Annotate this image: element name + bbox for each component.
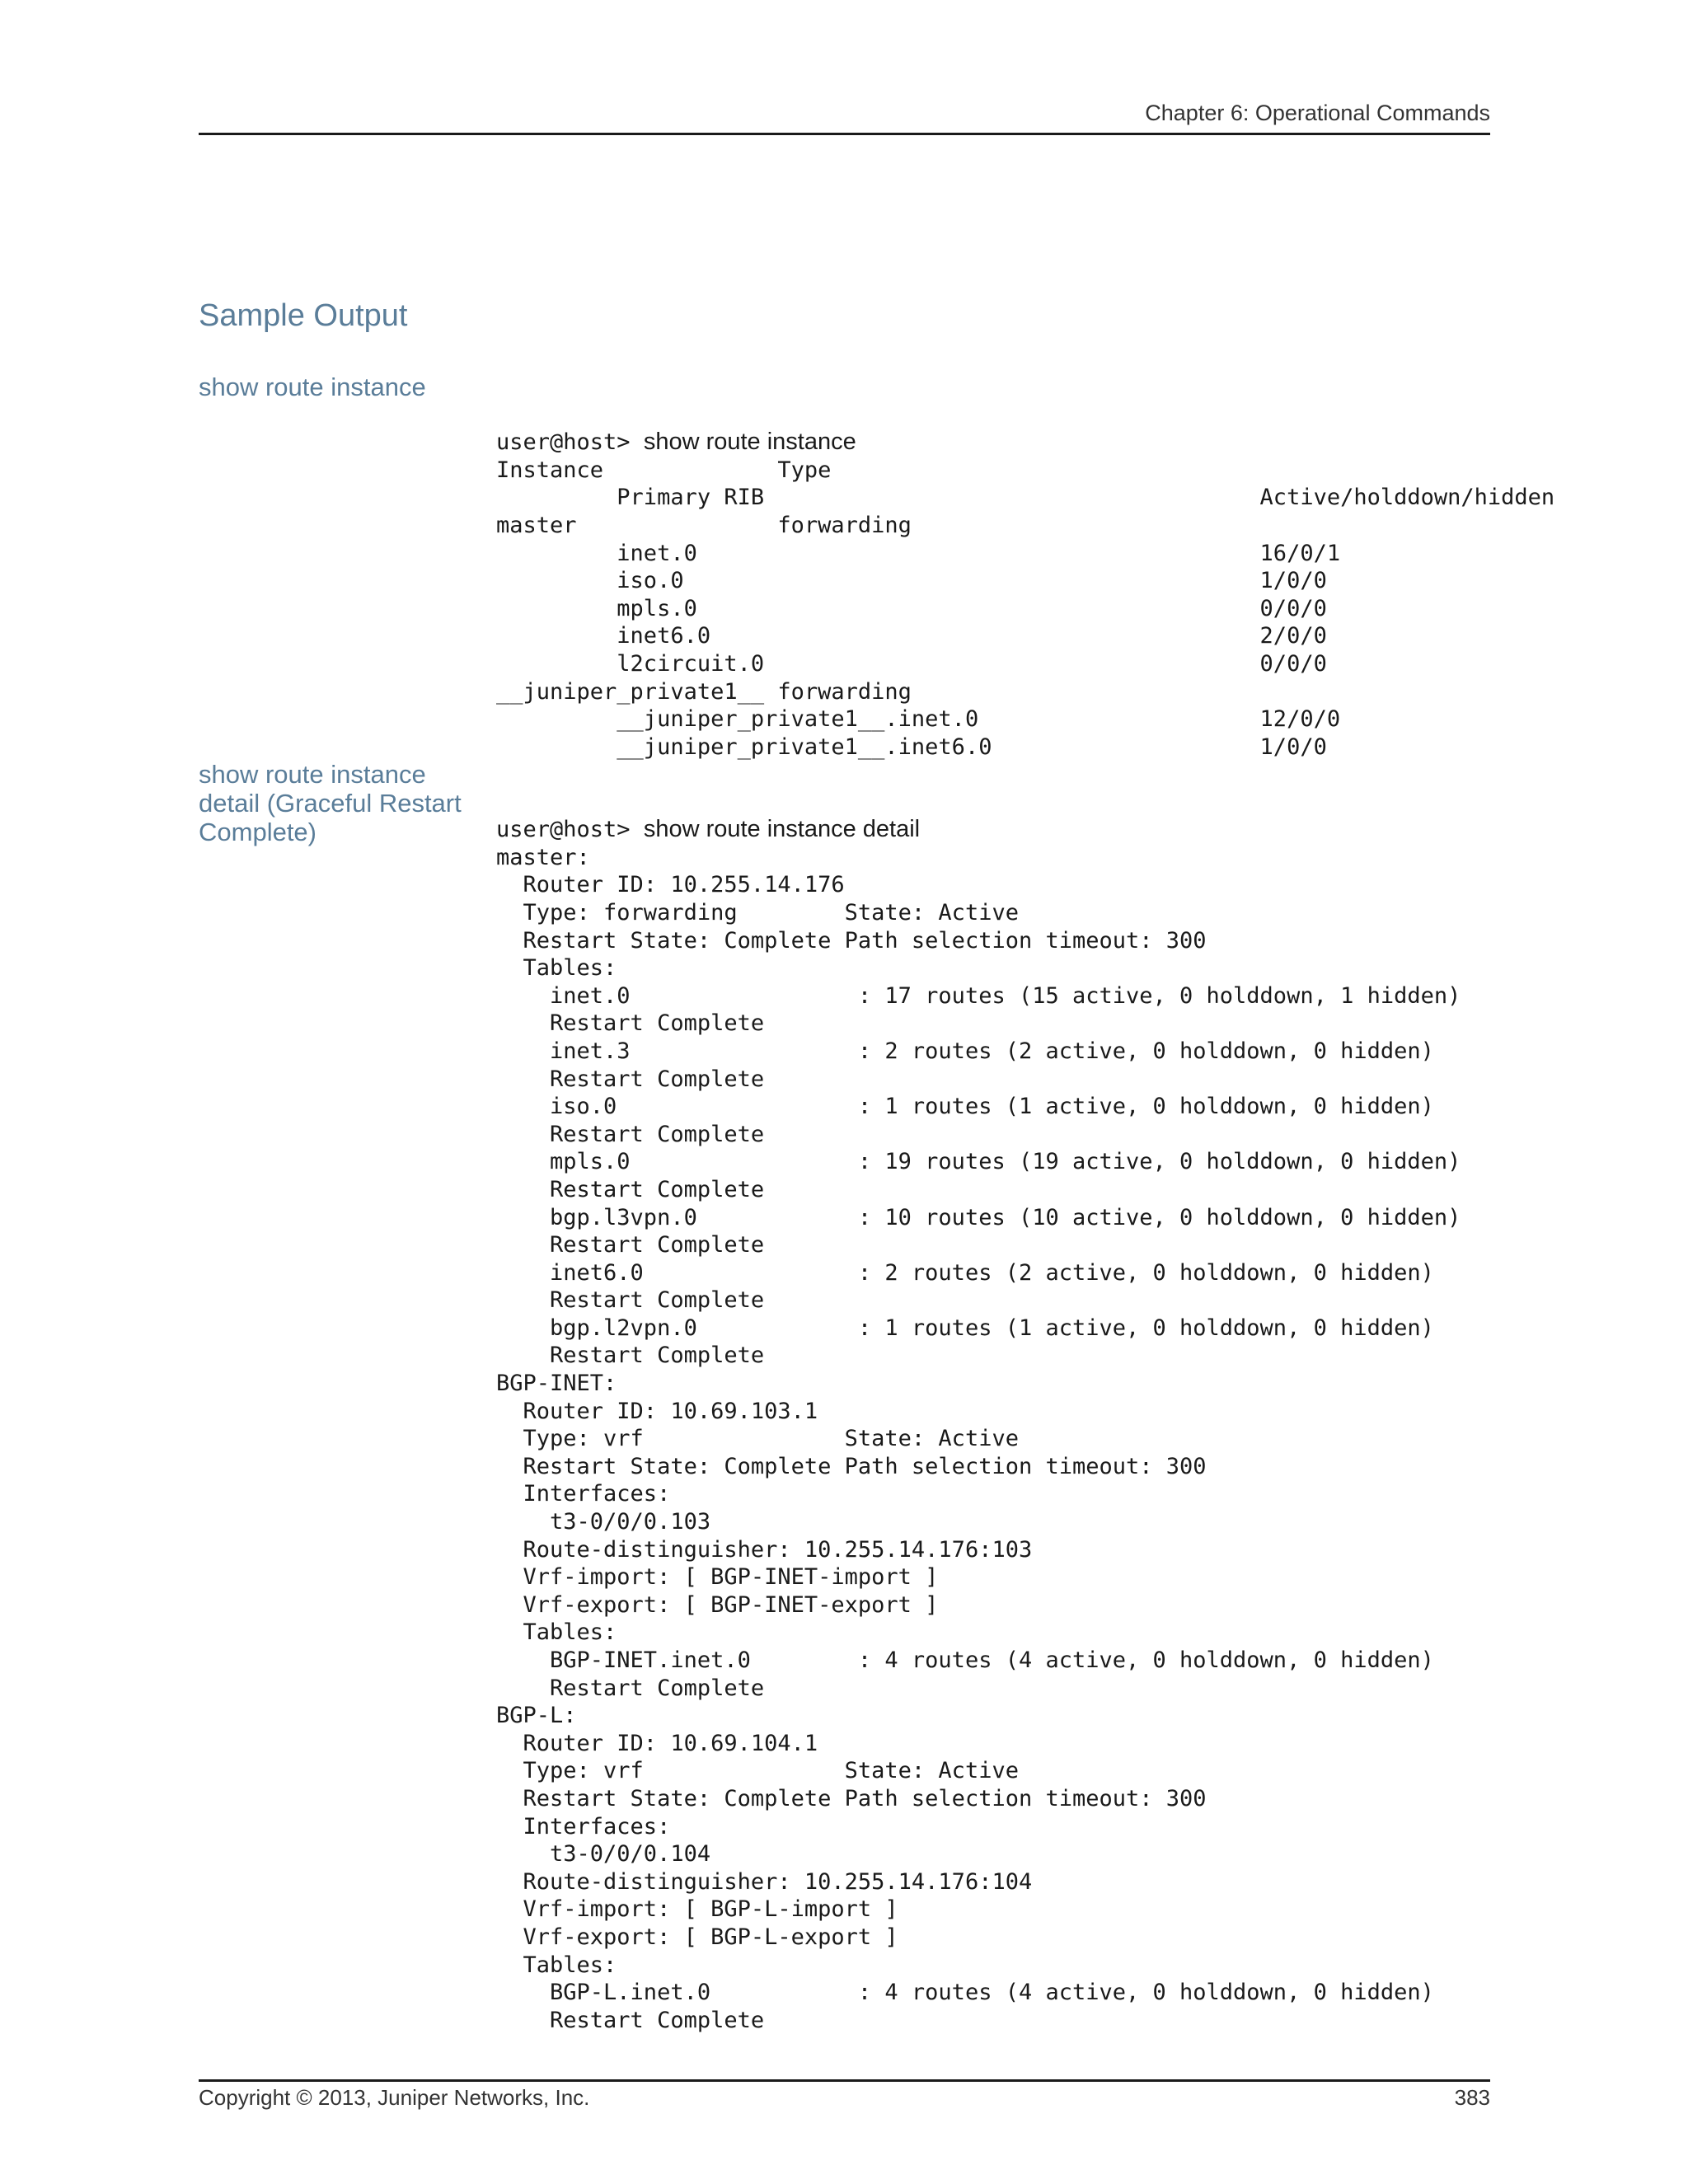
copyright-text: Copyright © 2013, Juniper Networks, Inc. xyxy=(199,2085,590,2110)
output-line: Restart Complete xyxy=(496,1675,765,1701)
output-line: master: xyxy=(496,844,590,870)
output-line: Type: vrf State: Active xyxy=(496,1758,1019,1784)
output-line: BGP-L.inet.0 : 4 routes (4 active, 0 holddown, 0 hidden) xyxy=(496,1980,1434,2006)
output-line: inet6.0 : 2 routes (2 active, 0 holddown, 0 hidden) xyxy=(496,1259,1434,1286)
output-line: Restart Complete xyxy=(496,2007,765,2033)
section-title: Sample Output xyxy=(199,298,408,333)
output-line: mpls.0 0/0/0 xyxy=(496,595,1327,621)
output-line: Restart Complete xyxy=(496,1176,765,1202)
output-line: bgp.l3vpn.0 : 10 routes (10 active, 0 holddown, 0 hidden) xyxy=(496,1204,1461,1230)
output-line: Vrf-import: [ BGP-INET-import ] xyxy=(496,1564,939,1591)
output-line: t3-0/0/0.103 xyxy=(496,1509,711,1535)
output-line: Tables: xyxy=(496,1952,617,1978)
output-line: inet.3 : 2 routes (2 active, 0 holddown, 0 hidden) xyxy=(496,1038,1434,1064)
prompt-line xyxy=(496,429,1493,457)
footer-rule xyxy=(199,2079,1490,2082)
output-line: inet6.0 2/0/0 xyxy=(496,623,1327,649)
output-line: __juniper_private1__ forwarding xyxy=(496,678,912,705)
code-block-show-route-instance-detail xyxy=(496,761,1493,2062)
output-line: Restart Complete xyxy=(496,1010,765,1037)
output-line: Router ID: 10.69.104.1 xyxy=(496,1730,818,1756)
command-text: show route instance detail xyxy=(643,816,921,843)
output-line: inet.0 16/0/1 xyxy=(496,540,1341,566)
output-line: l2circuit.0 0/0/0 xyxy=(496,650,1327,677)
output-line: Type: vrf State: Active xyxy=(496,1426,1019,1452)
page-number: 383 xyxy=(1454,2085,1490,2110)
output-line: Primary RIB Active/holddown/hidden xyxy=(496,485,1555,511)
output-line: Restart State: Complete Path selection timeout: 300 xyxy=(496,1785,1207,1811)
prompt: user@host> xyxy=(496,817,644,843)
output-line: BGP-L: xyxy=(496,1703,577,1729)
output-line: inet.0 : 17 routes (15 active, 0 holddown, 1 hidden) xyxy=(496,982,1461,1009)
output-line: Vrf-export: [ BGP-INET-export ] xyxy=(496,1591,939,1618)
output-line: Restart Complete xyxy=(496,1066,765,1092)
output-line: Restart Complete xyxy=(496,1343,765,1369)
prompt: user@host> xyxy=(496,429,644,456)
output-lines xyxy=(496,457,1555,762)
output-line: Restart State: Complete Path selection timeout: 300 xyxy=(496,927,1207,954)
output-line: mpls.0 : 19 routes (19 active, 0 holddown, 0 hidden) xyxy=(496,1149,1461,1175)
output-line: Router ID: 10.255.14.176 xyxy=(496,872,845,898)
output-line: Interfaces: xyxy=(496,1481,671,1507)
output-line: iso.0 1/0/0 xyxy=(496,568,1327,594)
output-line: Tables: xyxy=(496,955,617,982)
command-text: show route instance xyxy=(643,429,856,456)
output-line: Interfaces: xyxy=(496,1813,671,1840)
output-line: Tables: xyxy=(496,1619,617,1646)
output-line: __juniper_private1__.inet.0 12/0/0 xyxy=(496,706,1341,733)
output-line: Vrf-import: [ BGP-L-import ] xyxy=(496,1896,898,1923)
chapter-header: Chapter 6: Operational Commands xyxy=(1145,101,1490,125)
output-line: bgp.l2vpn.0 : 1 routes (1 active, 0 holddown, 0 hidden) xyxy=(496,1315,1434,1341)
output-line: BGP-INET: xyxy=(496,1371,617,1397)
output-line: iso.0 : 1 routes (1 active, 0 holddown, 0 hidden) xyxy=(496,1094,1434,1120)
code-block-show-route-instance xyxy=(496,373,1555,789)
output-line: __juniper_private1__.inet6.0 1/0/0 xyxy=(496,733,1327,760)
example-label-show-route-instance: show route instance xyxy=(199,373,426,401)
output-line: Restart State: Complete Path selection timeout: 300 xyxy=(496,1453,1207,1479)
output-line: t3-0/0/0.104 xyxy=(496,1841,711,1868)
output-line: Restart Complete xyxy=(496,1121,765,1147)
output-line: Route-distinguisher: 10.255.14.176:103 xyxy=(496,1536,1033,1563)
output-line: Type: forwarding State: Active xyxy=(496,899,1019,926)
output-line: Router ID: 10.69.103.1 xyxy=(496,1398,818,1424)
output-line: Vrf-export: [ BGP-L-export ] xyxy=(496,1924,898,1950)
output-line: BGP-INET.inet.0 : 4 routes (4 active, 0 holddown, 0 hidden) xyxy=(496,1647,1434,1673)
output-lines xyxy=(496,844,1493,2035)
output-line: Instance Type xyxy=(496,457,832,483)
example-label-show-route-instance-detail: show route instance detail (Graceful Restart Complete) xyxy=(199,760,462,846)
header-rule xyxy=(199,133,1490,135)
prompt-line xyxy=(496,816,1493,844)
output-line: Restart Complete xyxy=(496,1232,765,1258)
output-line: Restart Complete xyxy=(496,1287,765,1314)
output-line: Route-distinguisher: 10.255.14.176:104 xyxy=(496,1868,1033,1895)
output-line: master forwarding xyxy=(496,512,912,538)
